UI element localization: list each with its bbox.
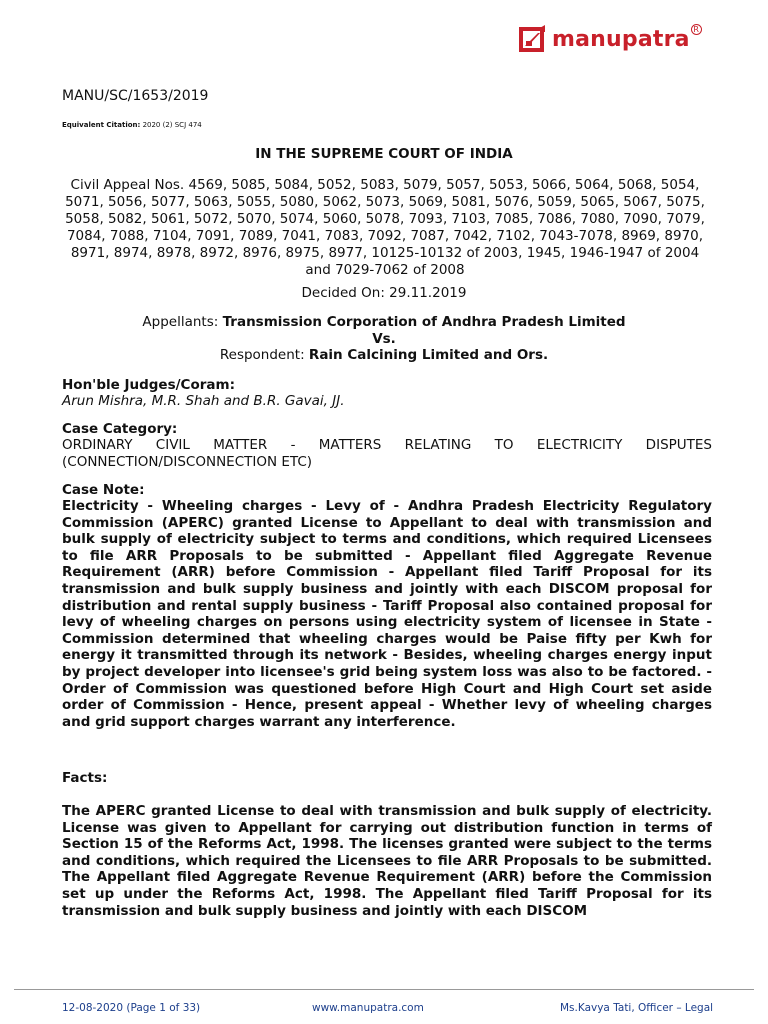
versus-text: Vs. [372, 330, 396, 347]
footer-user: Ms.Kavya Tati, Officer – Legal [560, 1002, 714, 1014]
equivalent-citation [62, 121, 202, 129]
equivalent-citation-label: Equivalent Citation: [62, 121, 141, 129]
respondent-name: Rain Calcining Limited and Ors. [308, 347, 549, 363]
manupatra-logo [518, 24, 699, 54]
equivalent-citation-value: 2020 (2) SCJ 474 [142, 121, 202, 129]
case-category-heading: Case Category: [62, 421, 178, 437]
case-note-text: Electricity - Wheeling charges - Levy of - Andhra Pradesh Electricity Regulatory Commission (APERC) granted License to Appellant to deal with transmission and bulk supply of electricity subject to terms and conditions, which required Licensees to file ARR Proposals to be submitted - Appellant filed Aggregate Revenue Requirement (ARR) before Commission - Appellant filed Tariff Proposal for its transmission and bulk supply business and jointly with each DISCOM proposal for distribution and rental supply business - Tariff Proposal also contained proposal for levy of wheeling charges on persons using electricity system of licensee in State - Commission determined that wheeling charges would be Paise fifty per Kwh for energy it transmitted through its network - Besides, wheeling charges energy input by project developer into licensee's grid being system loss was also to be factored. - Order of Commission was questioned before High Court and High Court set aside order of Commission - Hence, present appeal - Whether levy of wheeling charges and grid support charges warrant any interference. [62, 498, 712, 730]
court-title: IN THE SUPREME COURT OF INDIA [255, 146, 513, 162]
parties [0, 314, 768, 364]
brand-name: manupatra [552, 26, 690, 52]
appellants-name: Transmission Corporation of Andhra Pradesh Limited [222, 314, 626, 330]
facts-text: The APERC granted License to deal with transmission and bulk supply of electricity. License was given to Appellant for carrying out distribution function in terms of Section 15 of the Reforms Act, 1998. The licenses granted were subject to the terms and conditions, which required the Licensees to file ARR Proposals to be submitted. The Appellant filed Aggregate Revenue Requirement (ARR) before the Commission set up under the Reforms Act, 1998. The Appellant filed Tariff Proposal for its transmission and bulk supply business and jointly with each DISCOM [62, 803, 712, 919]
manu-citation: MANU/SC/1653/2019 [62, 88, 209, 104]
respondent-line [0, 347, 768, 364]
respondent-label: Respondent: [219, 347, 309, 363]
decided-on: Decided On: 29.11.2019 [301, 285, 467, 301]
versus [0, 331, 768, 348]
appellants-line [0, 314, 768, 331]
footer-divider [14, 989, 754, 990]
judges-heading: Hon'ble Judges/Coram: [62, 377, 235, 393]
manupatra-logo-icon [518, 24, 548, 54]
appeal-numbers: Civil Appeal Nos. 4569, 5085, 5084, 5052, 5083, 5079, 5057, 5053, 5066, 5064, 5068, 5054, 5071, 5056, 5077, 5063, 5055, 5080, 5062, 5073, 5069, 5081, 5076, 5059, 5065, 5067, 5075, 5058, 5082, 5061, 5072, 5070, 5074, 5060, 5078, 7093, 7103, 7085, 7086, 7080, 7090, 7079, 7084, 7088, 7104, 7091, 7089, 7041, 7083, 7092, 7087, 7042, 7102, 7043-7078, 8969, 8970, 8971, 8974, 8978, 8972, 8976, 8975, 8977, 10125-10132 of 2003, 1945, 1946-1947 of 2004 and 7029-7062 of 2008 [65, 177, 705, 278]
registered-mark: R [691, 24, 702, 35]
judges-names: Arun Mishra, M.R. Shah and B.R. Gavai, JJ. [62, 393, 345, 409]
facts-heading: Facts: [62, 770, 108, 786]
case-note-heading: Case Note: [62, 482, 145, 498]
footer-website-link[interactable]: www.manupatra.com [312, 1002, 424, 1014]
case-category-text: ORDINARY CIVIL MATTER - MATTERS RELATING TO ELECTRICITY DISPUTES (CONNECTION/DISCONNECTION ETC) [62, 437, 712, 470]
appellants-label: Appellants: [142, 314, 223, 330]
footer-page-info: 12-08-2020 (Page 1 of 33) [62, 1002, 201, 1014]
